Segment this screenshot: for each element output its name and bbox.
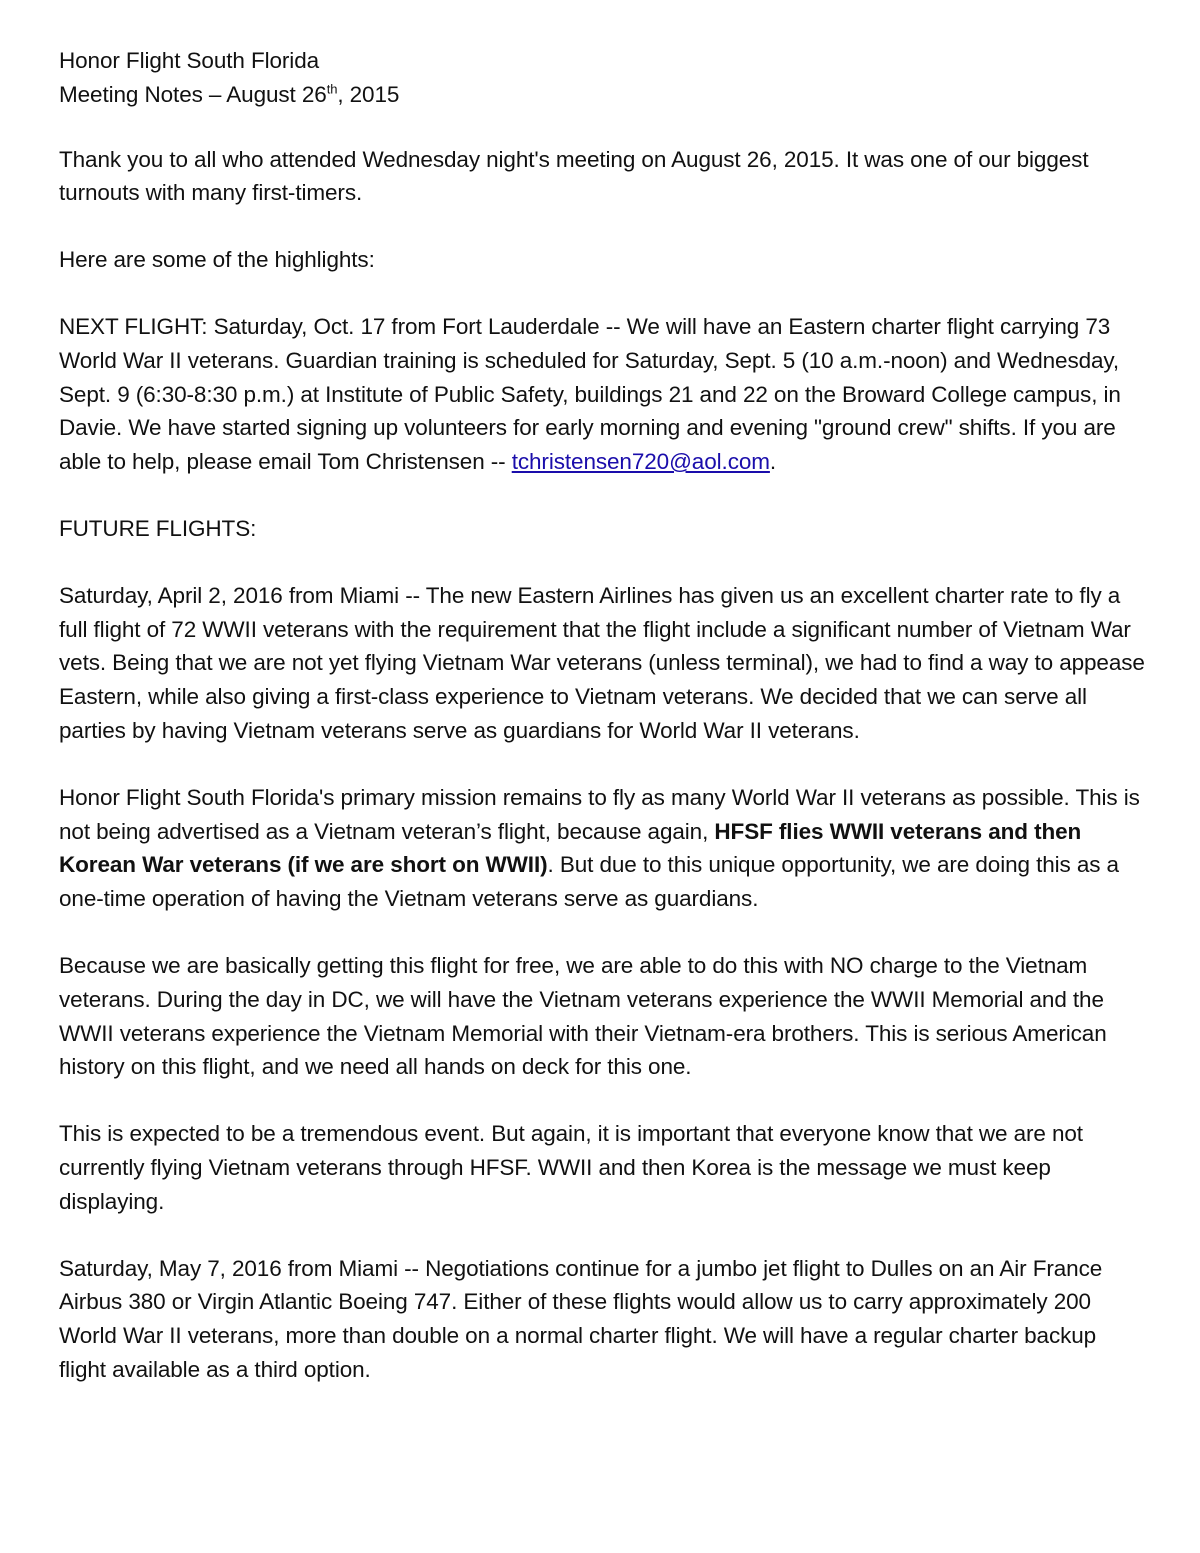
document-header bbox=[59, 44, 1149, 112]
mission-bold-text: HFSF flies WWII veterans and then Korean War veterans (if we are short on WWII) bbox=[59, 818, 1082, 878]
meeting-notes-title bbox=[59, 78, 1149, 112]
future-flights-heading: FUTURE FLIGHTS: bbox=[59, 515, 257, 541]
intro-paragraph: Thank you to all who attended Wednesday night's meeting on August 26, 2015. It was one of our biggest turnouts with many first-timers. bbox=[59, 146, 1089, 206]
document-page bbox=[59, 44, 1149, 1420]
free-flight-paragraph: Because we are basically getting this flight for free, we are able to do this with NO charge to the Vietnam veterans. During the day in DC, we will have the Vietnam veterans experience the WWII Memorial and the WWII veterans experience the Vietnam Memorial with their Vietnam-era brothers. This is serious American history on this flight, and we need all hands on deck for this one. bbox=[59, 952, 1107, 1080]
mission-text-after: . But due to this unique opportunity, we are doing this as a one-time operation of having the Vietnam veterans serve as guardians. bbox=[59, 852, 1119, 912]
next-flight-end: . bbox=[769, 449, 777, 475]
date-ordinal-suffix: th bbox=[326, 81, 338, 97]
next-flight-paragraph bbox=[59, 310, 1149, 479]
mission-text-before: Honor Flight South Florida's primary mission remains to fly as many World War II veterans as possible. This is not being advertised as a Vietnam veteran’s flight, because again, bbox=[59, 784, 1140, 844]
next-flight-text: NEXT FLIGHT: Saturday, Oct. 17 from Fort Lauderdale -- We will have an Eastern charter flight carrying 73 World War II veterans. Guardian training is scheduled for Saturday, Sept. 5 (10 a.m.-noon) and Wednesday, Sept. 9 (6:30-8:30 p.m.) at Institute of Public Safety, buildings 21 and 22 on the Broward College campus, in Davie. We have started signing up volunteers for early morning and evening "ground crew" shifts. If you are able to help, please email Tom Christensen -- bbox=[59, 313, 1121, 475]
organization-name: Honor Flight South Florida bbox=[59, 48, 320, 73]
may-flight-paragraph: Saturday, May 7, 2016 from Miami -- Negotiations continue for a jumbo jet flight to Dulles on an Air France Airbus 380 or Virgin Atlantic Boeing 747. Either of these flights would allow us to carry approximately 200 World War II veterans, more than double on a normal charter flight. We will have a regular charter backup flight available as a third option. bbox=[59, 1255, 1103, 1382]
expected-event-paragraph: This is expected to be a tremendous event. But again, it is important that everyone know that we are not currently flying Vietnam veterans through HFSF. WWII and then Korea is the message we must keep displaying. bbox=[59, 1121, 1083, 1214]
april-flight-paragraph: Saturday, April 2, 2016 from Miami -- The new Eastern Airlines has given us an excellent charter rate to fly a full flight of 72 WWII veterans with the requirement that the flight include a significant number of Vietnam War vets. Being that we are not yet flying Vietnam War veterans (unless terminal), we had to find a way to appease Eastern, while also giving a first-class experience to Vietnam veterans. We decided that we can serve all parties by having Vietnam veterans serve as guardians for World War II veterans. bbox=[59, 582, 1145, 743]
email-link[interactable]: tchristensen720@aol.com bbox=[511, 449, 770, 475]
meeting-notes-year: , 2015 bbox=[337, 81, 400, 107]
meeting-notes-date: Meeting Notes – August 26 bbox=[59, 81, 327, 107]
highlights-intro: Here are some of the highlights: bbox=[59, 247, 375, 273]
mission-paragraph bbox=[59, 781, 1149, 916]
